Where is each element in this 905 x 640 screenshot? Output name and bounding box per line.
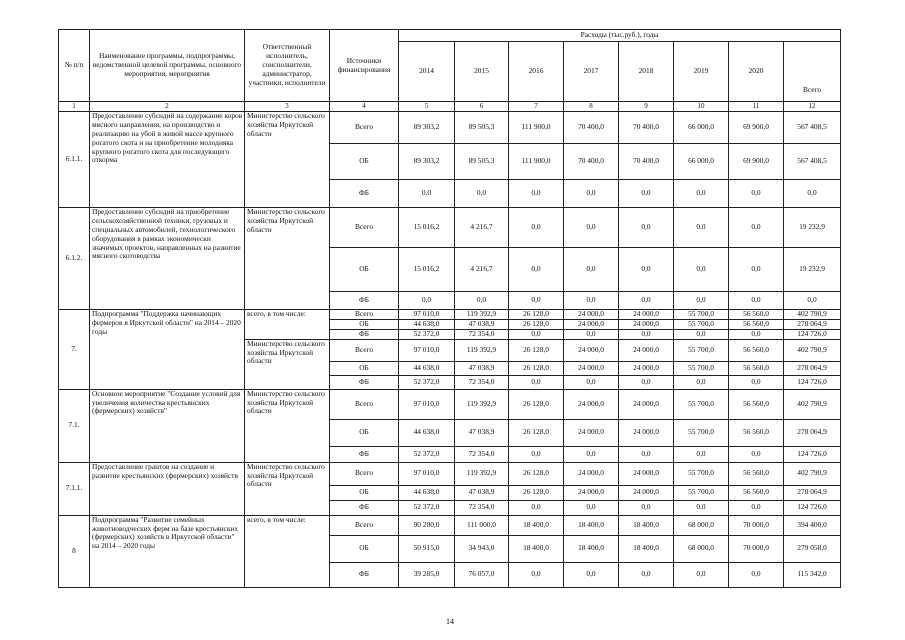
- row-responsible: Министерство сельского хозяйства Иркутской области: [245, 339, 330, 389]
- page-number: 14: [446, 617, 454, 626]
- row-value: 24 000,0: [619, 361, 674, 375]
- row-value: 97 010,0: [399, 462, 455, 485]
- row-value: 115 342,0: [784, 562, 841, 587]
- row-value: 69 900,0: [729, 144, 784, 180]
- row-value: 34 943,0: [455, 535, 509, 562]
- row-value: 24 000,0: [619, 319, 674, 329]
- row-value: 0,0: [564, 292, 619, 310]
- row-value: 0,0: [729, 446, 784, 462]
- row-value: 72 354,0: [455, 375, 509, 389]
- row-value: 55 700,0: [674, 462, 729, 485]
- row-value: 124 726,0: [784, 500, 841, 515]
- document-page: [58, 29, 840, 588]
- row-value: 0,0: [564, 208, 619, 248]
- row-value: 0,0: [729, 500, 784, 515]
- row-value: 394 400,0: [784, 515, 841, 535]
- row-value: 24 000,0: [564, 389, 619, 419]
- row-value: 52 372,0: [399, 375, 455, 389]
- row-value: 278 064,9: [784, 319, 841, 329]
- row-name: Предоставление грантов на создание и развитие крестьянских (фермерских) хозяйств: [90, 462, 245, 515]
- row-value: 44 638,0: [399, 319, 455, 329]
- row-value: 0,0: [729, 292, 784, 310]
- row-value: 0,0: [564, 180, 619, 208]
- row-value: 0,0: [619, 375, 674, 389]
- row-value: 55 700,0: [674, 419, 729, 446]
- row-value: 24 000,0: [564, 319, 619, 329]
- table-body: [59, 112, 841, 588]
- row-source: ФБ: [330, 500, 399, 515]
- row-value: 4 216,7: [455, 248, 509, 292]
- row-value: 26 128,0: [509, 485, 564, 500]
- row-value: 56 560,0: [729, 419, 784, 446]
- row-name: Предоставление субсидий на приобретение сельскохозяйственной техники, грузовых и специальных автомобилей, технологического оборудования в рамках экономически значимых проектов, направленных на развитие мясного скотоводства: [90, 208, 245, 310]
- row-value: 0,0: [564, 375, 619, 389]
- row-value: 68 000,0: [674, 535, 729, 562]
- row-value: 50 915,0: [399, 535, 455, 562]
- row-value: 0,0: [564, 500, 619, 515]
- row-value: 0,0: [619, 329, 674, 339]
- row-value: 55 700,0: [674, 319, 729, 329]
- row-value: 0,0: [564, 248, 619, 292]
- row-value: 24 000,0: [564, 339, 619, 361]
- row-value: 111 900,0: [509, 144, 564, 180]
- row-value: 0,0: [564, 329, 619, 339]
- table-row: [59, 462, 841, 485]
- row-value: 0,0: [455, 292, 509, 310]
- row-value: 278 064,9: [784, 419, 841, 446]
- row-value: 70 400,0: [619, 144, 674, 180]
- row-value: 19 232,9: [784, 208, 841, 248]
- table-row: [59, 310, 841, 320]
- row-value: 69 900,0: [729, 112, 784, 144]
- row-value: 56 560,0: [729, 485, 784, 500]
- row-value: 0,0: [729, 208, 784, 248]
- row-value: 97 010,0: [399, 389, 455, 419]
- row-value: 0,0: [674, 248, 729, 292]
- row-responsible: всего, в том числе:: [245, 310, 330, 340]
- header-source: Источники финансирования: [330, 30, 399, 102]
- row-value: 0,0: [729, 375, 784, 389]
- row-value: 0,0: [619, 180, 674, 208]
- row-value: 56 560,0: [729, 462, 784, 485]
- row-value: 402 790,9: [784, 389, 841, 419]
- row-value: 52 372,0: [399, 500, 455, 515]
- row-value: 39 285,0: [399, 562, 455, 587]
- row-value: 24 000,0: [619, 310, 674, 320]
- row-value: 567 408,5: [784, 112, 841, 144]
- column-number: 6: [455, 102, 509, 112]
- row-number: 7.1.1.: [59, 462, 90, 515]
- row-value: 0,0: [509, 446, 564, 462]
- row-source: ОБ: [330, 485, 399, 500]
- row-value: 0,0: [509, 375, 564, 389]
- column-number: 3: [245, 102, 330, 112]
- row-value: 0,0: [509, 180, 564, 208]
- row-value: 70 000,0: [729, 515, 784, 535]
- column-numbers-row: [59, 102, 841, 112]
- row-value: 0,0: [674, 292, 729, 310]
- row-name: Основное мероприятие "Создание условий для увеличения количества крестьянских (фермерских) хозяйств": [90, 389, 245, 462]
- row-value: 0,0: [729, 562, 784, 587]
- row-value: 55 700,0: [674, 310, 729, 320]
- row-source: Всего: [330, 310, 399, 320]
- row-source: ФБ: [330, 562, 399, 587]
- row-source: ОБ: [330, 319, 399, 329]
- row-source: ФБ: [330, 180, 399, 208]
- row-value: 66 000,0: [674, 112, 729, 144]
- row-value: 402 790,9: [784, 462, 841, 485]
- table-row: [59, 112, 841, 144]
- row-value: 0,0: [399, 292, 455, 310]
- row-source: Всего: [330, 112, 399, 144]
- row-source: ОБ: [330, 248, 399, 292]
- row-value: 19 232,9: [784, 248, 841, 292]
- budget-table: [58, 29, 841, 588]
- row-source: Всего: [330, 462, 399, 485]
- row-value: 0,0: [509, 500, 564, 515]
- row-value: 0,0: [455, 180, 509, 208]
- row-value: 278 064,9: [784, 485, 841, 500]
- row-value: 47 038,9: [455, 419, 509, 446]
- row-value: 55 700,0: [674, 485, 729, 500]
- row-value: 24 000,0: [564, 361, 619, 375]
- row-value: 24 000,0: [564, 485, 619, 500]
- row-value: 56 560,0: [729, 339, 784, 361]
- row-value: 0,0: [674, 500, 729, 515]
- row-value: 0,0: [674, 562, 729, 587]
- header-year: 2014: [399, 42, 455, 102]
- column-number: 9: [619, 102, 674, 112]
- row-value: 68 000,0: [674, 515, 729, 535]
- row-value: 97 010,0: [399, 310, 455, 320]
- row-value: 24 000,0: [619, 389, 674, 419]
- row-source: ОБ: [330, 419, 399, 446]
- column-number: 2: [90, 102, 245, 112]
- row-number: 7.: [59, 310, 90, 390]
- row-value: 56 560,0: [729, 319, 784, 329]
- row-value: 55 700,0: [674, 361, 729, 375]
- row-value: 567 408,5: [784, 144, 841, 180]
- row-value: 124 726,0: [784, 446, 841, 462]
- row-value: 72 354,0: [455, 329, 509, 339]
- row-value: 26 128,0: [509, 339, 564, 361]
- row-value: 402 790,9: [784, 339, 841, 361]
- row-name: Подпрограмма "Поддержка начинающих фермеров в Иркутской области" на 2014 – 2020 годы: [90, 310, 245, 390]
- column-number: 11: [729, 102, 784, 112]
- row-value: 0,0: [619, 208, 674, 248]
- row-value: 0,0: [399, 180, 455, 208]
- row-value: 402 790,9: [784, 310, 841, 320]
- row-value: 24 000,0: [564, 310, 619, 320]
- row-value: 24 000,0: [564, 462, 619, 485]
- row-value: 0,0: [619, 248, 674, 292]
- row-source: Всего: [330, 208, 399, 248]
- row-value: 89 303,2: [399, 112, 455, 144]
- table-row: [59, 208, 841, 248]
- row-value: 0,0: [619, 562, 674, 587]
- row-source: ФБ: [330, 329, 399, 339]
- row-source: Всего: [330, 339, 399, 361]
- row-value: 26 128,0: [509, 419, 564, 446]
- header-year: 2015: [455, 42, 509, 102]
- row-value: 119 392,9: [455, 389, 509, 419]
- row-value: 111 000,0: [455, 515, 509, 535]
- row-value: 119 392,9: [455, 339, 509, 361]
- column-number: 5: [399, 102, 455, 112]
- row-value: 24 000,0: [619, 485, 674, 500]
- row-value: 90 200,0: [399, 515, 455, 535]
- row-value: 0,0: [509, 208, 564, 248]
- row-value: 44 638,0: [399, 485, 455, 500]
- row-value: 18 400,0: [509, 515, 564, 535]
- row-responsible: всего, в том числе:: [245, 515, 330, 587]
- table-row: [59, 515, 841, 535]
- header-responsible: Ответственный исполнитель, соисполнители, администратор, участники, исполнители: [245, 30, 330, 102]
- row-value: 18 400,0: [619, 515, 674, 535]
- row-value: 24 000,0: [619, 419, 674, 446]
- row-value: 89 505,3: [455, 144, 509, 180]
- row-value: 70 400,0: [564, 144, 619, 180]
- row-value: 15 016,2: [399, 208, 455, 248]
- row-source: ФБ: [330, 292, 399, 310]
- row-value: 70 000,0: [729, 535, 784, 562]
- row-value: 26 128,0: [509, 389, 564, 419]
- column-number: 12: [784, 102, 841, 112]
- row-value: 279 058,0: [784, 535, 841, 562]
- row-value: 0,0: [674, 446, 729, 462]
- row-value: 26 128,0: [509, 319, 564, 329]
- row-value: 0,0: [619, 292, 674, 310]
- row-responsible: Министерство сельского хозяйства Иркутской области: [245, 462, 330, 515]
- row-source: ОБ: [330, 144, 399, 180]
- row-responsible: Министерство сельского хозяйства Иркутской области: [245, 112, 330, 208]
- header-num: № п/п: [59, 30, 90, 102]
- row-number: 6.1.2.: [59, 208, 90, 310]
- row-responsible: Министерство сельского хозяйства Иркутской области: [245, 208, 330, 310]
- row-responsible: Министерство сельского хозяйства Иркутской области: [245, 389, 330, 462]
- row-value: 72 354,0: [455, 446, 509, 462]
- row-value: 124 726,0: [784, 375, 841, 389]
- row-source: ОБ: [330, 361, 399, 375]
- row-value: 119 392,9: [455, 462, 509, 485]
- row-value: 0,0: [784, 180, 841, 208]
- row-value: 15 016,2: [399, 248, 455, 292]
- row-value: 0,0: [509, 248, 564, 292]
- row-value: 0,0: [729, 248, 784, 292]
- row-name: Предоставление субсидий на содержание коров мясного направления, на производство и реализацию на убой в живой массе крупного рогатого скота и на приобретение молодняка крупного рогатого скота для последующего откорма: [90, 112, 245, 208]
- row-value: 76 057,0: [455, 562, 509, 587]
- row-value: 24 000,0: [564, 419, 619, 446]
- column-number: 7: [509, 102, 564, 112]
- row-source: ОБ: [330, 535, 399, 562]
- row-value: 0,0: [784, 292, 841, 310]
- row-value: 52 372,0: [399, 329, 455, 339]
- row-value: 56 560,0: [729, 310, 784, 320]
- table-row: [59, 389, 841, 419]
- row-value: 278 064,9: [784, 361, 841, 375]
- row-value: 119 392,9: [455, 310, 509, 320]
- row-value: 0,0: [509, 562, 564, 587]
- header-expenses: Расходы (тыс.руб.), годы: [399, 30, 841, 42]
- row-value: 56 560,0: [729, 389, 784, 419]
- row-value: 89 505,3: [455, 112, 509, 144]
- row-value: 26 128,0: [509, 361, 564, 375]
- row-value: 52 372,0: [399, 446, 455, 462]
- row-value: 0,0: [564, 446, 619, 462]
- row-value: 124 726,0: [784, 329, 841, 339]
- header-year: 2019: [674, 42, 729, 102]
- row-value: 44 638,0: [399, 419, 455, 446]
- row-value: 56 560,0: [729, 361, 784, 375]
- row-value: 111 900,0: [509, 112, 564, 144]
- row-source: Всего: [330, 389, 399, 419]
- row-value: 47 038,9: [455, 361, 509, 375]
- row-value: 72 354,0: [455, 500, 509, 515]
- row-value: 47 038,9: [455, 485, 509, 500]
- header-year: 2017: [564, 42, 619, 102]
- row-value: 66 000,0: [674, 144, 729, 180]
- row-value: 0,0: [674, 208, 729, 248]
- column-number: 4: [330, 102, 399, 112]
- row-source: ФБ: [330, 375, 399, 389]
- row-value: 0,0: [509, 329, 564, 339]
- row-value: 26 128,0: [509, 310, 564, 320]
- row-value: 26 128,0: [509, 462, 564, 485]
- row-value: 55 700,0: [674, 389, 729, 419]
- row-value: 0,0: [729, 329, 784, 339]
- row-value: 70 400,0: [564, 112, 619, 144]
- row-number: 8: [59, 515, 90, 587]
- row-value: 97 010,0: [399, 339, 455, 361]
- row-value: 18 400,0: [619, 535, 674, 562]
- row-value: 0,0: [564, 562, 619, 587]
- row-value: 70 400,0: [619, 112, 674, 144]
- row-number: 7.1.: [59, 389, 90, 462]
- row-value: 0,0: [674, 375, 729, 389]
- row-value: 4 216,7: [455, 208, 509, 248]
- row-value: 18 400,0: [509, 535, 564, 562]
- column-number: 8: [564, 102, 619, 112]
- row-value: 0,0: [674, 180, 729, 208]
- row-value: 24 000,0: [619, 462, 674, 485]
- row-value: 0,0: [729, 180, 784, 208]
- row-value: 18 400,0: [564, 535, 619, 562]
- header-year: 2016: [509, 42, 564, 102]
- row-value: 24 000,0: [619, 339, 674, 361]
- row-value: 0,0: [619, 500, 674, 515]
- row-value: 18 400,0: [564, 515, 619, 535]
- row-number: 6.1.1.: [59, 112, 90, 208]
- header-name: Наименование программы, подпрограммы, ведомственной целевой программы, основного мероприятия, мероприятия: [90, 30, 245, 102]
- header-total: Всего: [784, 42, 841, 102]
- row-name: Подпрограмма "Развитие семейных животноводческих ферм на базе крестьянских (фермерских) хозяйств в Иркутской области" на 2014 – 2020 годы: [90, 515, 245, 587]
- row-value: 0,0: [619, 446, 674, 462]
- row-value: 89 303,2: [399, 144, 455, 180]
- row-value: 44 638,0: [399, 361, 455, 375]
- row-source: Всего: [330, 515, 399, 535]
- header-year: 2020: [729, 42, 784, 102]
- row-value: 47 038,9: [455, 319, 509, 329]
- row-value: 0,0: [509, 292, 564, 310]
- header-year: 2018: [619, 42, 674, 102]
- row-value: 55 700,0: [674, 339, 729, 361]
- column-number: 1: [59, 102, 90, 112]
- row-source: ФБ: [330, 446, 399, 462]
- row-value: 0,0: [674, 329, 729, 339]
- column-number: 10: [674, 102, 729, 112]
